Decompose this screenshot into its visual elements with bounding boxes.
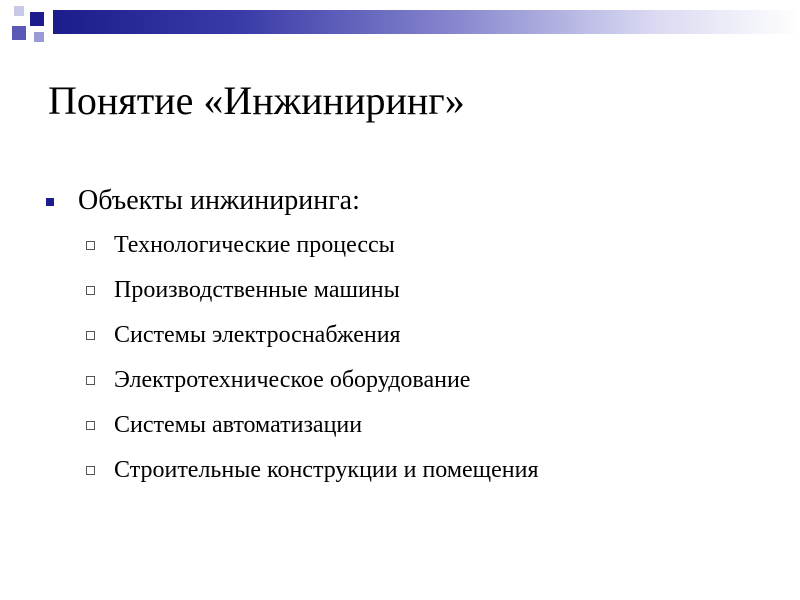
hollow-square-bullet-icon <box>86 331 95 340</box>
list-item <box>0 318 800 363</box>
sub-bullet-list <box>0 228 800 498</box>
hollow-square-bullet-icon <box>86 421 95 430</box>
deco-square-1 <box>14 6 24 16</box>
hollow-square-bullet-icon <box>86 376 95 385</box>
filled-square-bullet-icon <box>46 198 54 206</box>
list-item <box>0 273 800 318</box>
list-item <box>0 453 800 498</box>
deco-square-4 <box>34 32 44 42</box>
deco-square-3 <box>12 26 26 40</box>
slide-title: Понятие «Инжиниринг» <box>48 78 465 123</box>
sub-bullet-text: Электротехническое оборудование <box>114 367 471 393</box>
list-item <box>0 363 800 408</box>
sub-bullet-text: Технологические процессы <box>114 232 395 258</box>
deco-square-2 <box>30 12 44 26</box>
hollow-square-bullet-icon <box>86 286 95 295</box>
main-bullet-text: Объекты инжиниринга: <box>78 185 360 216</box>
hollow-square-bullet-icon <box>86 466 95 475</box>
sub-bullet-text: Строительные конструкции и помещения <box>114 457 539 483</box>
hollow-square-bullet-icon <box>86 241 95 250</box>
header-gradient-bar <box>53 10 800 34</box>
list-item <box>0 408 800 453</box>
sub-bullet-text: Системы электроснабжения <box>114 322 401 348</box>
sub-bullet-text: Системы автоматизации <box>114 412 363 438</box>
list-item <box>0 228 800 273</box>
sub-bullet-text: Производственные машины <box>114 277 400 303</box>
